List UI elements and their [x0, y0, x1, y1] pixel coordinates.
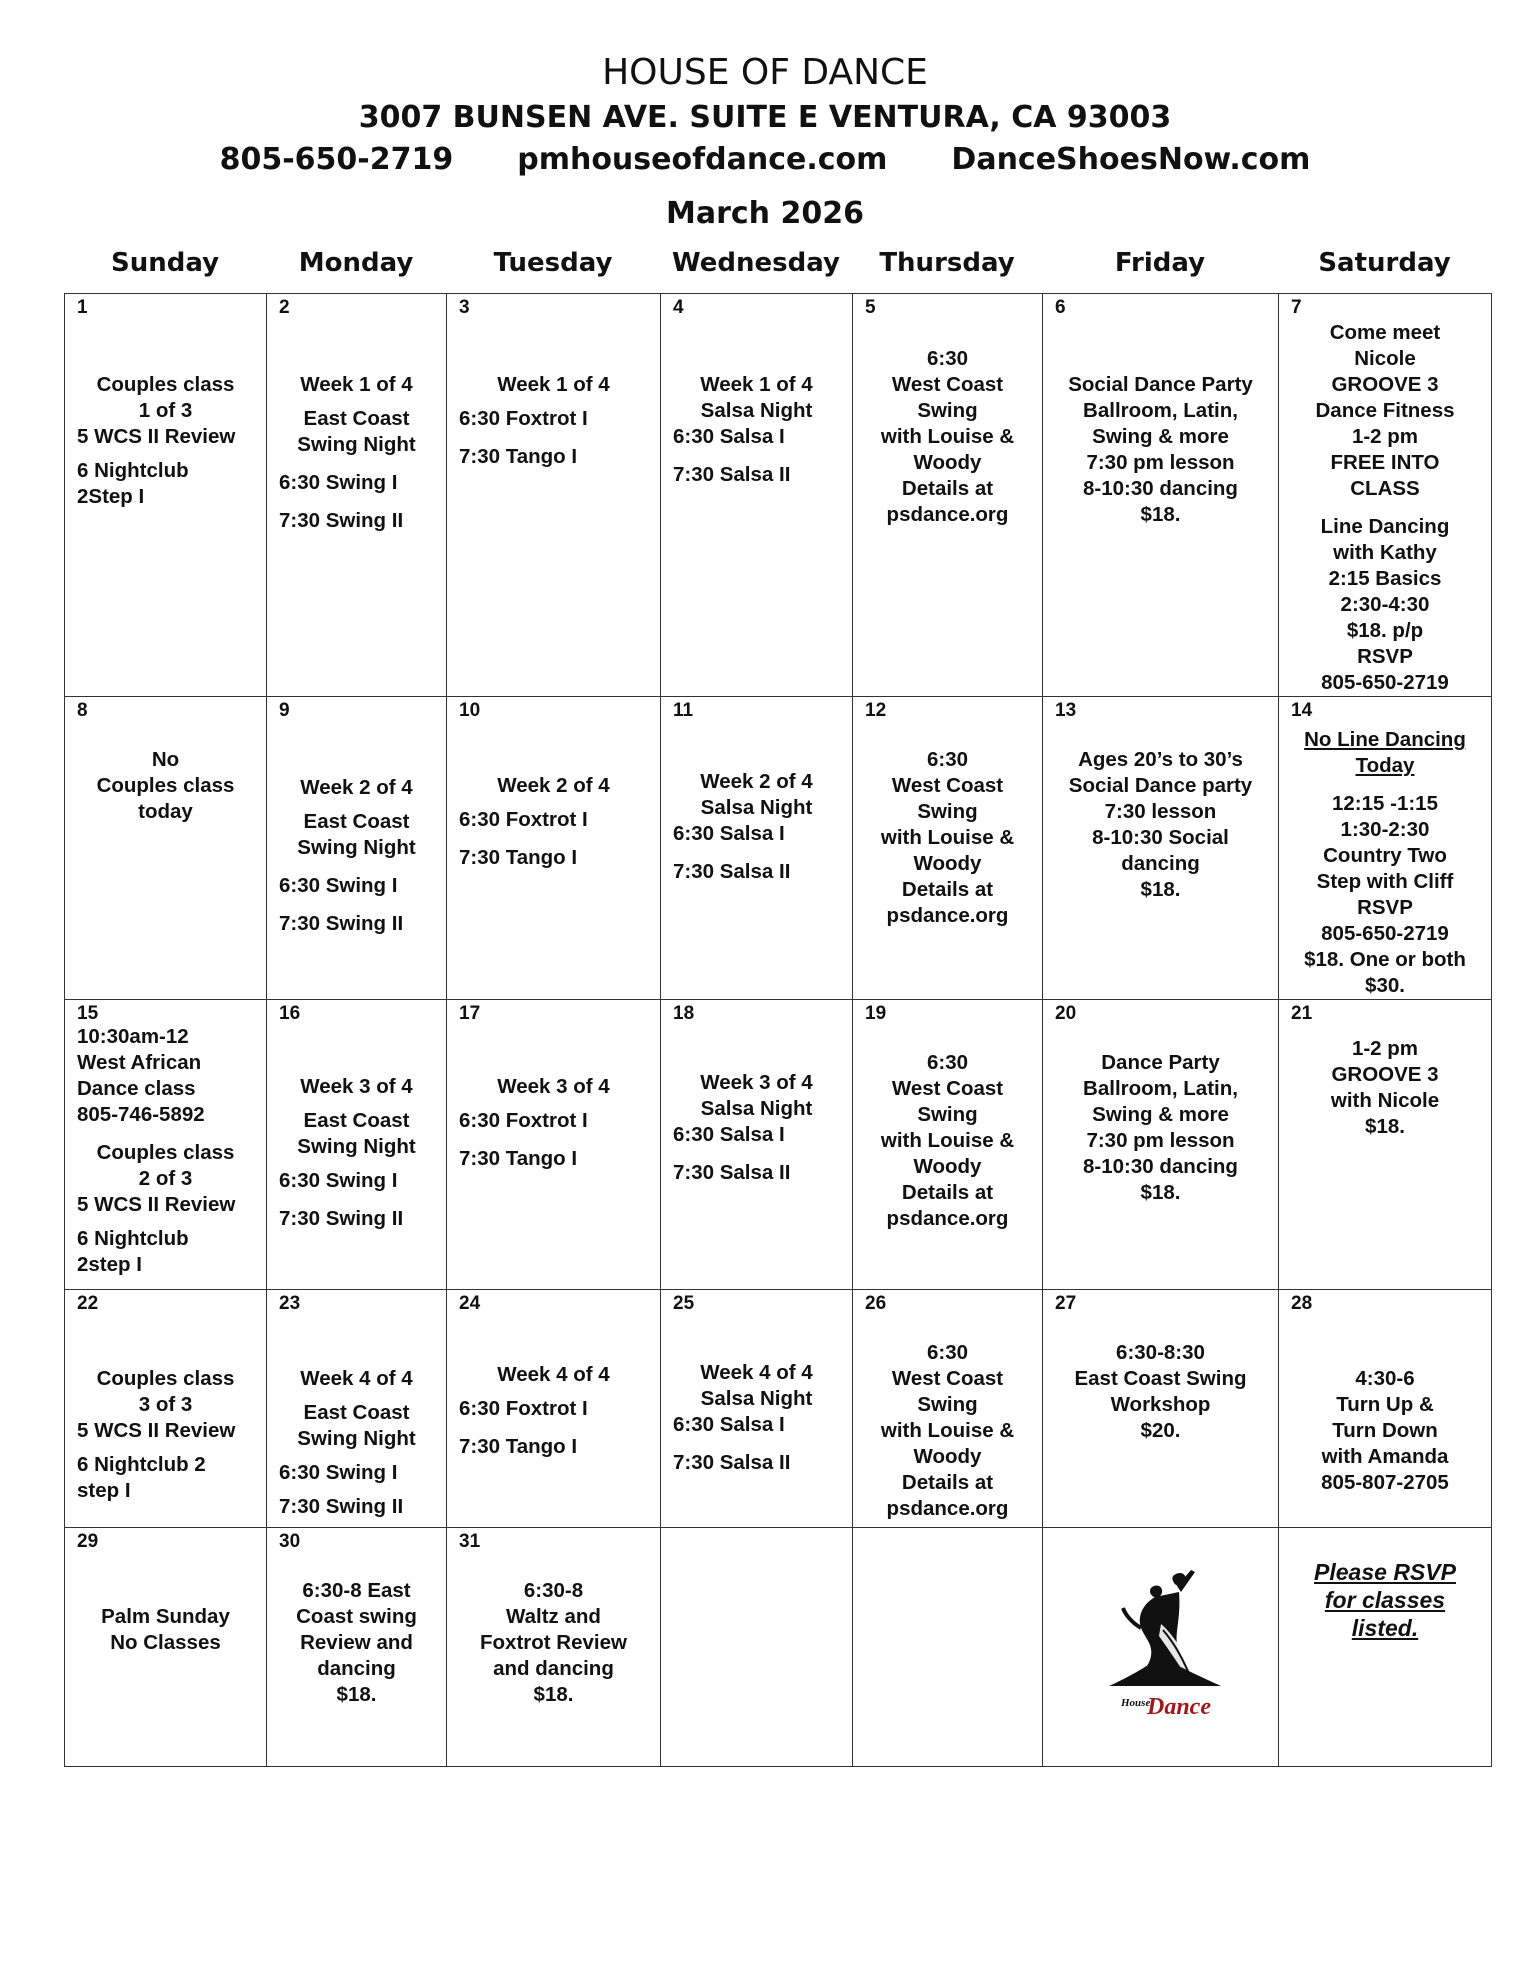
weekday-wednesday: Wednesday: [672, 248, 840, 278]
event-text: 805-650-2719: [1321, 922, 1449, 945]
day-cell: [661, 697, 853, 1000]
event-text: Swing Night: [297, 1135, 416, 1158]
day-number: 13: [1055, 700, 1077, 721]
event-text: 6:30 Swing I: [279, 1169, 398, 1192]
day-cell: [1043, 697, 1279, 1000]
event-text: West Coast: [891, 373, 1004, 396]
event-text: 7:30 pm lesson: [1086, 1129, 1235, 1152]
event-text: Line Dancing: [1320, 515, 1450, 538]
day-cell: [1279, 1000, 1492, 1290]
event-text: GROOVE 3: [1331, 1063, 1439, 1086]
event-text: 6:30 Salsa I: [673, 822, 785, 845]
event-text: 6:30: [926, 1051, 969, 1074]
weekday-friday: Friday: [1114, 248, 1206, 278]
event-text: CLASS: [1350, 477, 1420, 500]
day-cell: [447, 1290, 661, 1528]
event-text: Details at: [901, 1181, 994, 1204]
day-cell: [447, 697, 661, 1000]
day-cell: [65, 294, 267, 697]
event-text: $18. One or both: [1304, 948, 1466, 971]
weekday-monday: Monday: [298, 248, 414, 278]
notice-cell: [1279, 1528, 1492, 1767]
event-text: 6:30: [926, 1341, 969, 1364]
event-text: 805-807-2705: [1321, 1471, 1449, 1494]
event-text: Week 2 of 4: [300, 776, 413, 799]
day-number: 25: [673, 1293, 695, 1314]
day-number: 10: [459, 700, 481, 721]
calendar-month-title: March 2026: [666, 196, 864, 231]
event-text: RSVP: [1357, 645, 1413, 668]
event-text: 2:30-4:30: [1340, 593, 1430, 616]
event-text: RSVP: [1357, 896, 1413, 919]
event-text: 6:30 Foxtrot I: [459, 808, 588, 831]
event-text: 805-746-5892: [77, 1103, 205, 1126]
event-text: with Louise &: [880, 1419, 1015, 1442]
day-number: 30: [279, 1531, 301, 1552]
day-number: 23: [279, 1293, 301, 1314]
event-text: 6:30-8:30: [1116, 1341, 1205, 1364]
event-text: Ballroom, Latin,: [1083, 399, 1238, 422]
event-text: and dancing: [493, 1657, 614, 1680]
event-text: 2step I: [77, 1253, 142, 1276]
event-text: 5 WCS II Review: [77, 1193, 236, 1216]
event-text: Dance Fitness: [1315, 399, 1455, 422]
event-text: with Nicole: [1330, 1089, 1440, 1112]
event-text: Nicole: [1354, 347, 1416, 370]
day-cell: [853, 294, 1043, 697]
event-text: dancing: [1121, 852, 1200, 875]
day-number: 16: [279, 1003, 301, 1024]
event-text: Ages 20’s to 30’s: [1078, 748, 1243, 771]
event-text: Week 3 of 4: [497, 1075, 610, 1098]
studio-address: 3007 BUNSEN AVE. SUITE E VENTURA, CA 93003: [358, 100, 1172, 135]
event-text: 805-650-2719: [1321, 671, 1449, 694]
event-text: East Coast: [303, 1109, 410, 1132]
event-text: 6 Nightclub: [77, 459, 189, 482]
event-text: Week 4 of 4: [497, 1363, 610, 1386]
event-text: 6:30 Salsa I: [673, 425, 785, 448]
day-number: 26: [865, 1293, 887, 1314]
day-cell: [1279, 697, 1492, 1000]
studio-website[interactable]: pmhouseofdance.com: [517, 142, 888, 177]
studio-phone: 805-650-2719: [219, 142, 454, 177]
event-text: 7:30 Swing II: [279, 912, 404, 935]
event-text: Salsa Night: [700, 1387, 813, 1410]
day-number: 29: [77, 1531, 99, 1552]
event-text: Couples class: [96, 774, 235, 797]
day-number: 14: [1291, 700, 1313, 721]
event-text: 7:30 Swing II: [279, 509, 404, 532]
event-text: 6:30 Foxtrot I: [459, 407, 588, 430]
event-text: Couples class: [96, 1141, 235, 1164]
day-cell: [65, 1290, 267, 1528]
day-number: 28: [1291, 1293, 1313, 1314]
day-number: 5: [865, 297, 876, 318]
event-text: 6:30-8: [523, 1579, 584, 1602]
day-cell: [65, 697, 267, 1000]
event-text: Couples class: [96, 1367, 235, 1390]
day-number: 17: [459, 1003, 481, 1024]
event-text: Week 3 of 4: [700, 1071, 813, 1094]
event-text: Details at: [901, 1471, 994, 1494]
event-text: Waltz and: [506, 1605, 601, 1628]
day-number: 27: [1055, 1293, 1077, 1314]
day-number: 8: [77, 700, 88, 721]
event-text: Come meet: [1329, 321, 1441, 344]
empty-cell: [661, 1528, 853, 1767]
event-text: Country Two: [1323, 844, 1447, 867]
event-text: Dance class: [77, 1077, 196, 1100]
event-text: Week 1 of 4: [497, 373, 610, 396]
event-notice: No Line Dancing: [1304, 728, 1466, 751]
day-number: 2: [279, 297, 290, 318]
calendar-grid: [64, 293, 1492, 1767]
event-text: with Louise &: [880, 425, 1015, 448]
event-text: Swing: [917, 399, 978, 422]
event-text: 7:30 pm lesson: [1086, 451, 1235, 474]
day-cell: [267, 1000, 447, 1290]
event-text: 8-10:30 dancing: [1083, 477, 1238, 500]
event-text: 7:30 Salsa II: [673, 1161, 791, 1184]
rsvp-notice: listed.: [1351, 1615, 1419, 1641]
weekday-tuesday: Tuesday: [493, 248, 613, 278]
event-text: 6:30: [926, 347, 969, 370]
event-text: Week 1 of 4: [700, 373, 813, 396]
event-text: Swing: [917, 1393, 978, 1416]
event-text: Salsa Night: [700, 796, 813, 819]
event-text: $18.: [533, 1683, 574, 1706]
event-text: 7:30 Tango I: [459, 846, 578, 869]
event-text: $30.: [1365, 974, 1405, 997]
event-text: 6:30 Swing I: [279, 874, 398, 897]
day-number: 4: [673, 297, 684, 318]
event-text: Review and: [300, 1631, 413, 1654]
event-text: with Louise &: [880, 826, 1015, 849]
event-text: 7:30 Swing II: [279, 1495, 404, 1518]
event-text: West Coast: [891, 1077, 1004, 1100]
event-text: 7:30 Salsa II: [673, 1451, 791, 1474]
day-number: 15: [77, 1003, 99, 1024]
day-number: 1: [77, 297, 88, 318]
event-text: today: [138, 800, 193, 823]
event-text: 1-2 pm: [1351, 1037, 1419, 1060]
event-text: $18.: [1365, 1115, 1405, 1138]
day-cell: [1043, 1000, 1279, 1290]
weekday-sunday: Sunday: [110, 248, 220, 278]
day-cell: [853, 1000, 1043, 1290]
event-text: 5 WCS II Review: [77, 1419, 236, 1442]
event-text: Woody: [913, 852, 982, 875]
event-text: East Coast: [303, 407, 410, 430]
event-text: Week 2 of 4: [700, 770, 813, 793]
event-text: West Coast: [891, 774, 1004, 797]
event-text: 1:30-2:30: [1340, 818, 1430, 841]
event-text: Social Dance Party: [1068, 373, 1253, 396]
day-cell: [267, 1528, 447, 1767]
day-number: 9: [279, 700, 290, 721]
day-cell: [267, 294, 447, 697]
day-cell: [267, 1290, 447, 1528]
event-text: Turn Up &: [1336, 1393, 1434, 1416]
day-number: 6: [1055, 297, 1066, 318]
day-cell: [267, 697, 447, 1000]
event-text: Dance Party: [1101, 1051, 1220, 1074]
event-text: with Amanda: [1321, 1445, 1449, 1468]
event-link[interactable]: psdance.org: [886, 503, 1009, 526]
event-text: 8-10:30 dancing: [1083, 1155, 1238, 1178]
day-cell: [447, 1000, 661, 1290]
event-text: 6 Nightclub: [77, 1227, 189, 1250]
day-cell: [65, 1000, 267, 1290]
event-text: 1 of 3: [138, 399, 193, 422]
rsvp-notice: for classes: [1324, 1587, 1446, 1613]
day-cell: [1043, 294, 1279, 697]
day-cell: [447, 1528, 661, 1767]
event-link[interactable]: psdance.org: [886, 1497, 1009, 1520]
shoes-website[interactable]: DanceShoesNow.com: [951, 142, 1311, 177]
event-text: 7:30 Tango I: [459, 1147, 578, 1170]
event-text: $18.: [336, 1683, 377, 1706]
event-text: $18. p/p: [1346, 619, 1424, 642]
event-text: 7:30 Swing II: [279, 1207, 404, 1230]
event-text: 7:30 Tango I: [459, 445, 578, 468]
day-number: 21: [1291, 1003, 1313, 1024]
dancing-couple-icon: [1081, 1564, 1241, 1724]
event-text: 6:30 Swing I: [279, 471, 398, 494]
event-text: step I: [77, 1479, 131, 1502]
event-text: East Coast: [303, 1401, 410, 1424]
event-text: 1-2 pm: [1351, 425, 1419, 448]
event-text: $20.: [1140, 1419, 1181, 1442]
event-text: $18.: [1140, 503, 1181, 526]
rsvp-notice: Please RSVP: [1314, 1559, 1456, 1585]
day-number: 24: [459, 1293, 481, 1314]
day-cell: [661, 1000, 853, 1290]
event-text: Details at: [901, 477, 994, 500]
event-text: Salsa Night: [700, 1097, 813, 1120]
weekday-thursday: Thursday: [879, 248, 1015, 278]
event-text: 2 of 3: [138, 1167, 193, 1190]
event-text: 6:30 Salsa I: [673, 1413, 785, 1436]
event-link[interactable]: psdance.org: [886, 1207, 1009, 1230]
event-text: 2Step I: [77, 485, 145, 508]
day-number: 11: [673, 700, 694, 721]
event-text: Woody: [913, 451, 982, 474]
day-cell: [853, 697, 1043, 1000]
event-text: 6 Nightclub 2: [77, 1453, 206, 1476]
event-text: Swing: [917, 800, 978, 823]
event-text: 10:30am-12: [77, 1025, 189, 1048]
event-text: 5 WCS II Review: [77, 425, 236, 448]
logo-cell: [1043, 1528, 1279, 1767]
event-text: 12:15 -1:15: [1332, 792, 1438, 815]
event-text: Week 2 of 4: [497, 774, 610, 797]
event-text: Couples class: [96, 373, 235, 396]
event-text: Week 4 of 4: [700, 1361, 813, 1384]
empty-cell: [853, 1528, 1043, 1767]
weekday-saturday: Saturday: [1318, 248, 1451, 278]
event-text: Salsa Night: [700, 399, 813, 422]
event-text: 4:30-6: [1355, 1367, 1415, 1390]
event-text: East Coast: [303, 810, 410, 833]
day-number: 18: [673, 1003, 695, 1024]
day-number: 7: [1291, 297, 1302, 318]
logo-text-house: House: [1120, 1697, 1150, 1709]
event-text: Swing: [917, 1103, 978, 1126]
event-text: Turn Down: [1332, 1419, 1438, 1442]
day-number: 22: [77, 1293, 99, 1314]
event-text: Details at: [901, 878, 994, 901]
event-text: 6:30 Foxtrot I: [459, 1109, 588, 1132]
event-text: Ballroom, Latin,: [1083, 1077, 1238, 1100]
event-text: Workshop: [1110, 1393, 1211, 1416]
day-cell: [1279, 1290, 1492, 1528]
event-text: Swing Night: [297, 1427, 416, 1450]
studio-title: HOUSE OF DANCE: [602, 52, 928, 93]
day-cell: [661, 1290, 853, 1528]
day-cell: [1279, 294, 1492, 697]
event-text: Social Dance party: [1068, 774, 1253, 797]
event-text: 7:30 Tango I: [459, 1435, 578, 1458]
event-text: GROOVE 3: [1331, 373, 1439, 396]
event-text: Week 1 of 4: [300, 373, 413, 396]
day-cell: [661, 294, 853, 697]
event-text: No: [151, 748, 180, 771]
day-number: 12: [865, 700, 887, 721]
day-cell: [853, 1290, 1043, 1528]
event-link[interactable]: psdance.org: [886, 904, 1009, 927]
event-text: Swing & more: [1092, 1103, 1229, 1126]
event-text: 6:30-8 East: [302, 1579, 411, 1602]
event-text: with Louise &: [880, 1129, 1015, 1152]
event-text: 6:30: [926, 748, 969, 771]
day-number: 20: [1055, 1003, 1077, 1024]
day-number: 3: [459, 297, 470, 318]
event-text: with Kathy: [1333, 541, 1437, 564]
event-text: 2:15 Basics: [1328, 567, 1442, 590]
contact-line: [0, 142, 1530, 177]
event-text: Swing Night: [297, 836, 416, 859]
event-text: Woody: [913, 1155, 982, 1178]
event-text: West African: [77, 1051, 202, 1074]
event-text: Coast swing: [296, 1605, 417, 1628]
day-number: 31: [459, 1531, 481, 1552]
event-text: Swing Night: [297, 433, 416, 456]
event-text: 8-10:30 Social: [1092, 826, 1229, 849]
event-text: 7:30 lesson: [1104, 800, 1217, 823]
event-text: No Classes: [110, 1631, 221, 1654]
event-text: 6:30 Swing I: [279, 1461, 398, 1484]
event-text: East Coast Swing: [1074, 1367, 1247, 1390]
event-text: Week 3 of 4: [300, 1075, 413, 1098]
event-text: 6:30 Salsa I: [673, 1123, 785, 1146]
event-text: 3 of 3: [138, 1393, 193, 1416]
logo-text-dance: Dance: [1146, 1694, 1211, 1720]
day-cell: [447, 294, 661, 697]
event-text: Week 4 of 4: [300, 1367, 413, 1390]
event-text: Palm Sunday: [101, 1605, 230, 1628]
day-number: 19: [865, 1003, 887, 1024]
event-notice: Today: [1355, 754, 1415, 777]
event-text: Swing & more: [1092, 425, 1229, 448]
day-cell: [65, 1528, 267, 1767]
event-text: 7:30 Salsa II: [673, 860, 791, 883]
event-text: FREE INTO: [1330, 451, 1440, 474]
event-text: Foxtrot Review: [480, 1631, 627, 1654]
event-text: 6:30 Foxtrot I: [459, 1397, 588, 1420]
event-text: West Coast: [891, 1367, 1004, 1390]
event-text: $18.: [1140, 1181, 1181, 1204]
event-text: dancing: [317, 1657, 396, 1680]
event-text: 7:30 Salsa II: [673, 463, 791, 486]
event-text: $18.: [1140, 878, 1181, 901]
event-text: Woody: [913, 1445, 982, 1468]
event-text: Step with Cliff: [1316, 870, 1454, 893]
day-cell: [1043, 1290, 1279, 1528]
